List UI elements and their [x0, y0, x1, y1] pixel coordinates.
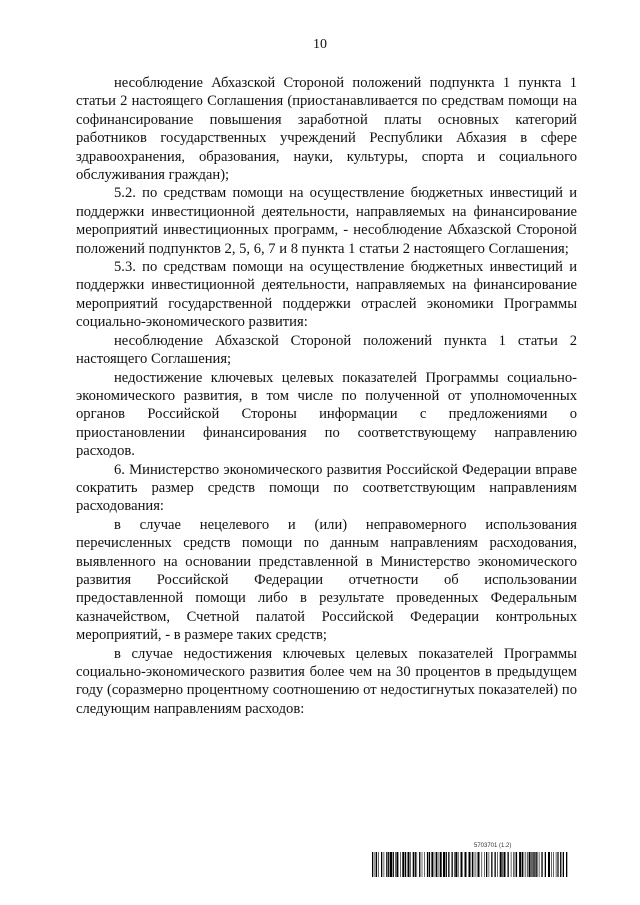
paragraph: недостижение ключевых целевых показателей Программы социально-экономического развития, в том числе по полученной от уполномоченных органов Российской Стороны информации с предложениями о приостановлении финансирования по соответствующему направлению расходов.: [76, 369, 577, 460]
page-number: 10: [313, 37, 327, 52]
barcode-icon: [372, 852, 568, 877]
barcode-label: 5703701 (1.2): [474, 843, 512, 849]
paragraph: несоблюдение Абхазской Стороной положений пункта 1 статьи 2 настоящего Соглашения;: [76, 332, 577, 368]
paragraph: 6. Министерство экономического развития Российской Федерации вправе сократить размер средств помощи по соответствующим направлениям расходования:: [76, 461, 577, 515]
document-body: [76, 74, 577, 718]
paragraph: в случае нецелевого и (или) неправомерного использования перечисленных средств помощи по данным направлениям расходования, выявленного на основании представленной в Министерство экономического развития Российской Федерации отчетности об использовании предоставленной помощи либо в результате проведенных Федеральным казначейством, Счетной палатой Российской Федерации контрольных мероприятий, - в размере таких средств;: [76, 516, 577, 644]
paragraph: 5.2. по средствам помощи на осуществление бюджетных инвестиций и поддержки инвестиционной деятельности, направляемых на финансирование мероприятий инвестиционных программ, - несоблюдение Абхазской Стороной положений подпунктов 2, 5, 6, 7 и 8 пункта 1 статьи 2 настоящего Соглашения;: [76, 185, 577, 257]
paragraph: несоблюдение Абхазской Стороной положений подпункта 1 пункта 1 статьи 2 настоящего Соглашения (приостанавливается по средствам помощи на софинансирование повышения заработной платы основных категорий работников государственных учреждений Республики Абхазия в сфере здравоохранения, образования, науки, культуры, спорта и социального обслуживания граждан);: [76, 75, 577, 184]
paragraph: 5.3. по средствам помощи на осуществление бюджетных инвестиций и поддержки инвестиционной деятельности, направляемых на финансирование мероприятий государственной поддержки отраслей экономики Программы социально-экономического развития:: [76, 259, 577, 331]
paragraph: в случае недостижения ключевых целевых показателей Программы социально-экономического развития более чем на 30 процентов в предыдущем году (соразмерно процентному соотношению от недостигнутых показателей) по следующим направлениям расходов:: [76, 645, 577, 717]
